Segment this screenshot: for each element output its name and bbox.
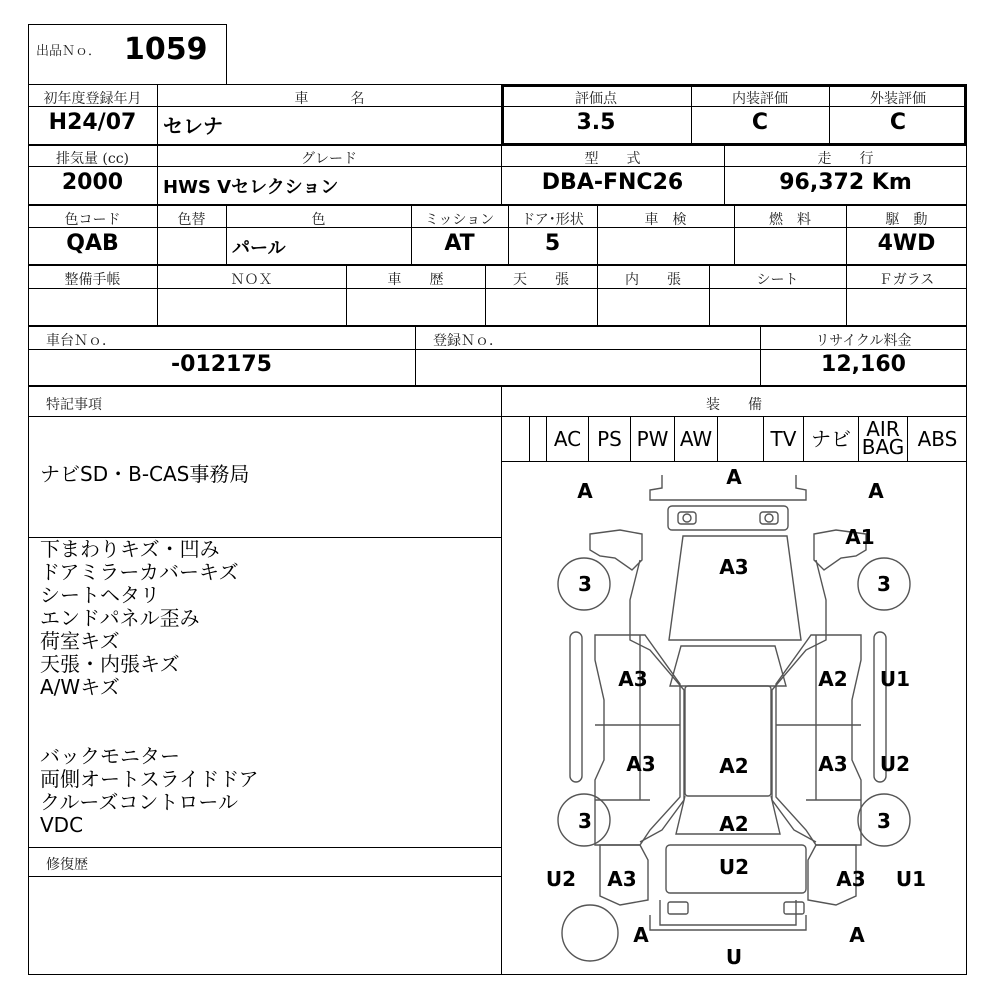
drive-value: 4WD	[877, 231, 936, 256]
fuel-label: 燃 料	[769, 212, 811, 228]
damage-tire-front-left: 3	[578, 572, 592, 596]
grade-label: グレード	[301, 151, 357, 167]
damage-roof: A2	[719, 754, 749, 778]
score-label: 評価点	[575, 91, 617, 107]
equip-abs: ABS	[907, 416, 967, 462]
equip-navi: ナビ	[803, 416, 858, 462]
equip-pw: PW	[630, 416, 674, 462]
score-value: 3.5	[576, 110, 616, 135]
recycle-value: 12,160	[821, 352, 906, 377]
color-code-value: QAB	[66, 231, 119, 256]
damage-front-center: A	[726, 465, 742, 489]
repair-history-label: 修復歴	[46, 857, 88, 873]
registration-label: 登録Ｎｏ．	[433, 333, 503, 349]
damage-rear-left: A	[633, 923, 649, 947]
drive-label: 駆 動	[885, 212, 928, 228]
chassis-label: 車台Ｎｏ．	[46, 333, 116, 349]
mileage-label: 走 行	[817, 151, 874, 167]
damage-right-step-front: U1	[879, 667, 911, 691]
chassis-value: -012175	[171, 352, 272, 377]
recycle-label: リサイクル料金	[815, 333, 912, 349]
mission-value: AT	[444, 231, 475, 256]
car-name-label: 車 名	[294, 91, 365, 107]
damage-right-rear-quarter: A3	[836, 867, 866, 891]
fglass-label: Ｆガラス	[878, 272, 935, 288]
damage-hood: A3	[719, 555, 749, 579]
nox-label: ＮＯＸ	[230, 272, 273, 288]
damage-left-slide-door: A3	[626, 752, 656, 776]
inner-liner-label: 内 張	[625, 272, 681, 288]
damage-left-rear-bottom: U2	[545, 867, 577, 891]
damage-rear-roof: A2	[719, 812, 749, 836]
door-label: ドア･形状	[521, 212, 584, 228]
lot-number-label: 出品Ｎｏ．	[36, 44, 102, 59]
color-value: パール	[232, 238, 286, 259]
exterior-value: C	[889, 110, 907, 135]
history-label: 車 歴	[387, 272, 444, 288]
lot-number: 1059	[124, 32, 208, 67]
damage-left-front-door: A3	[618, 667, 648, 691]
damage-right-front-door: A2	[818, 667, 848, 691]
special-note-1: ナビSD・B-CAS事務局	[40, 462, 250, 486]
mileage-value: 96,372 Km	[779, 170, 912, 195]
equip-tv: TV	[763, 416, 803, 462]
damage-back-door: U2	[718, 855, 750, 879]
car-name-value: セレナ	[163, 114, 223, 138]
damage-right-rear-bottom: U1	[895, 867, 927, 891]
damage-rear-right: A	[849, 923, 865, 947]
damage-tire-front-right: 3	[877, 572, 891, 596]
equip-ps: PS	[588, 416, 630, 462]
damage-front-right: A	[868, 479, 884, 503]
damage-tire-rear-left: 3	[578, 809, 592, 833]
interior-value: C	[751, 110, 769, 135]
damage-rear-center: U	[725, 945, 743, 969]
grade-value: HWS Vセレクション	[163, 177, 339, 198]
interior-label: 内装評価	[732, 91, 788, 107]
damage-right-a-pillar: A1	[845, 525, 875, 549]
exterior-label: 外装評価	[870, 91, 926, 107]
repaint-label: 色替	[177, 212, 206, 228]
first-reg-value: H24/07	[48, 110, 137, 135]
equip-ac: AC	[546, 416, 588, 462]
special-notes-label: 特記事項	[46, 397, 102, 413]
door-value: 5	[544, 231, 561, 256]
roof-liner-label: 天 張	[513, 272, 569, 288]
damage-right-step-rear: U2	[879, 752, 911, 776]
damage-left-rear-quarter: A3	[607, 867, 637, 891]
maint-label: 整備手帳	[64, 272, 121, 288]
equip-airbag: AIR BAG	[858, 416, 907, 462]
seat-label: シート	[756, 272, 799, 288]
special-note-2: 下まわりキズ・凹み ドアミラーカバーキズ シートヘタリ エンドパネル歪み 荷室キズ 天張・内張キズ A/Wキズ バックモニター 両側オートスライドドア クルーズコントロール VDC	[40, 537, 259, 837]
damage-right-slide-door: A3	[818, 752, 848, 776]
displacement-value: 2000	[61, 170, 124, 195]
mission-label: ミッション	[424, 212, 495, 228]
first-reg-label: 初年度登録年月	[43, 91, 142, 107]
model-label: 型 式	[584, 151, 641, 167]
damage-tire-rear-right: 3	[877, 809, 891, 833]
equipment-label: 装 備	[706, 397, 762, 413]
color-code-label: 色コード	[64, 212, 121, 228]
inspection-label: 車 検	[644, 212, 687, 228]
model-value: DBA-FNC26	[541, 170, 684, 195]
damage-front-left: A	[577, 479, 593, 503]
equip-aw: AW	[674, 416, 717, 462]
color-label: 色	[311, 212, 326, 228]
displacement-label: 排気量 (cc)	[55, 151, 130, 167]
